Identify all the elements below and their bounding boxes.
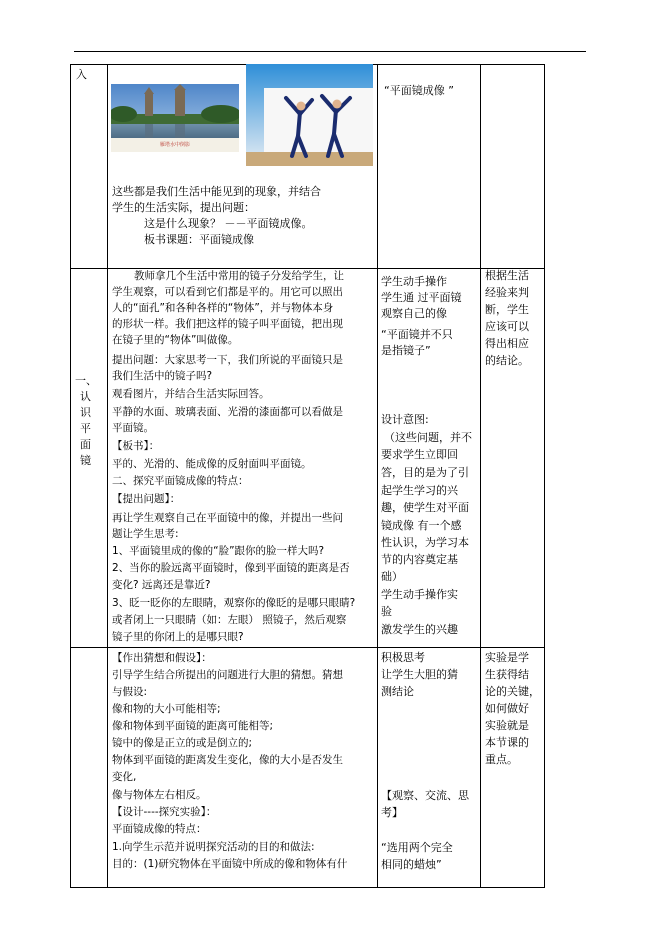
row2-text-line: 变化? 远离还是靠近? <box>112 579 211 591</box>
row2-text-line: 题让学生思考: <box>112 528 179 540</box>
row3-col4-line: 本节课的 <box>485 736 529 749</box>
pagoda-photo <box>111 84 239 152</box>
row3-text-line: 物体到平面镜的距离发生变化，像的大小是否发生 <box>112 754 343 766</box>
row3-text-line: 变化, <box>112 771 137 783</box>
row2-text-line: 镜子里的你闭上的是哪只眼? <box>112 631 244 643</box>
row2-col3-line: 学生通 过平面镜 <box>381 291 462 304</box>
row2-text-line: 【板书】： <box>112 440 160 452</box>
row3-text-line: 【设计----探究实验】： <box>112 806 217 818</box>
row3-col4-line: 论的关键， <box>485 685 540 698</box>
row2-text-line: 1、平面镜里成的像的“脸”跟你的脸一样大吗? <box>112 545 325 557</box>
row3-text-line: 像和物的大小可能相等; <box>112 703 221 715</box>
row2-section-label: 一、 <box>75 374 97 387</box>
row2-col3-line: “平面镜并不只 <box>381 328 453 341</box>
row2-col3-line: 镜成像 有一个感 <box>381 519 462 532</box>
row2-col4-line: 经验来判 <box>485 286 529 299</box>
row2-text-line: 人的“面孔”和各种各样的“物体”，并与物体本身 <box>112 302 334 314</box>
row3-text-line: 像与物体左右相反。 <box>112 789 207 801</box>
column-divider <box>480 65 481 887</box>
row2-section-label: 识 <box>80 406 91 419</box>
row2-text-line: 的形状一样。我们把这样的镜子叫平面镜，把出现 <box>112 318 343 330</box>
row3-text-line: 像和物体到平面镜的距离可能相等; <box>112 720 274 732</box>
row2-col4-line: 断，学生 <box>485 303 529 316</box>
row2-col4-line: 得出相应 <box>485 337 529 350</box>
row3-text-line: 引导学生结合所提出的问题进行大胆的猜想。猜想 <box>112 669 343 681</box>
row3-col4-line: 生获得结 <box>485 668 529 681</box>
row2-col3-line: （这些问题，并不 <box>384 431 472 444</box>
row2-col3-line: 节的内容奠定基 <box>381 553 458 566</box>
row3-text-line: 1.向学生示范并说明探究活动的目的和做法: <box>112 841 315 853</box>
pagoda-photo-caption: 雁塔水中倒影 <box>111 138 239 152</box>
row2-col3-line: 要求学生立即回 <box>381 448 458 461</box>
gymnasts-mirror-icon <box>246 64 373 166</box>
row3-text-line: 平面镜成像的特点： <box>112 823 207 835</box>
row3-col3-line: 考】 <box>381 806 403 819</box>
row3-col3-line: “选用两个完全 <box>381 841 453 854</box>
row2-text-line: 学生观察，可以看到它们都是平的。用它可以照出 <box>112 286 343 298</box>
row2-col4-line: 的结论。 <box>485 354 529 367</box>
row2-text-line: 平面镜。 <box>112 422 154 434</box>
row3-col3-line: 测结论 <box>381 685 414 698</box>
row2-text-line: 观看图片，并结合生活实际回答。 <box>112 388 270 400</box>
row2-text-line: 再让学生观察自己在平面镜中的像，并提出一些问 <box>112 512 343 524</box>
row2-section-label: 平 <box>80 422 91 435</box>
row2-section-label: 认 <box>80 390 91 403</box>
row2-section-label: 面 <box>80 438 91 451</box>
column-divider <box>107 65 108 887</box>
row2-text-line: 平静的水面、玻璃表面、光滑的漆面都可以看做是 <box>112 406 343 418</box>
row2-text-line: 教师拿几个生活中常用的镜子分发给学生，让 <box>134 270 344 282</box>
row2-text-line: 3、眨一眨你的左眼睛，观察你的像眨的是哪只眼睛? <box>112 597 356 609</box>
row2-col3-line: 学生动手操作实 <box>381 588 458 601</box>
row1-text-line: 这是什么现象？ －－平面镜成像。 <box>144 217 313 230</box>
row2-text-line: 或者闭上一只眼睛（如：左眼） 照镜子，然后观察 <box>112 614 347 626</box>
row3-text-line: 目的：(1)研究物体在平面镜中所成的像和物体有什 <box>112 858 348 870</box>
row2-col3-line: 是指镜子” <box>381 344 431 357</box>
row3-text-line: 镜中的像是正立的或是倒立的; <box>112 737 253 749</box>
row2-text-line: 平的、光滑的、能成像的反射面叫平面镜。 <box>112 458 312 470</box>
row3-col3-line: 积极思考 <box>381 651 425 664</box>
row3-text-line: 【作出猜想和假设】： <box>112 652 212 664</box>
row2-text-line: 提出问题：大家思考一下，我们所说的平面镜只是 <box>112 354 343 366</box>
row3-col3-line: 【观察、交流、思 <box>381 789 469 802</box>
row2-text-line: 在镜子里的“物体”叫做像。 <box>112 334 239 346</box>
row1-col3-text: “平面镜成像 ” <box>384 84 454 97</box>
row3-col4-line: 如何做好 <box>485 702 529 715</box>
gymnast-photo <box>246 64 373 166</box>
row2-text-line: 2、当你的脸远离平面镜时，像到平面镜的距离是否 <box>112 562 350 574</box>
row1-text-line: 学生的生活实际，提出问题： <box>112 201 255 214</box>
header-rule <box>74 51 586 52</box>
row2-section-label: 镜 <box>80 454 91 467</box>
row3-col3-line: 相同的蜡烛” <box>381 858 442 871</box>
row3-col4-line: 重点。 <box>485 753 518 766</box>
row2-col3-line: 观察自己的像 <box>381 307 447 320</box>
row3-col4-line: 实验就是 <box>485 719 529 732</box>
row-divider <box>71 647 544 648</box>
row1-text-line: 这些都是我们生活中能见到的现象，并结合 <box>112 185 321 198</box>
row2-col3-line: 学生动手操作 <box>381 275 447 288</box>
row2-col4-line: 应该可以 <box>485 320 529 333</box>
row2-text-line: 我们生活中的镜子吗? <box>112 370 213 382</box>
row1-stage-label: 入 <box>76 68 87 81</box>
row2-col3-line: 验 <box>381 605 392 618</box>
row2-col3-line: 性认识，为学习本 <box>381 536 469 549</box>
row3-col4-line: 实验是学 <box>485 651 529 664</box>
row2-col3-line: 设计意图: <box>381 413 429 426</box>
row2-col4-line: 根据生活 <box>485 269 529 282</box>
row1-text-line: 板书课题：平面镜成像 <box>144 233 254 246</box>
row2-text-line: 二、探究平面镜成像的特点： <box>112 475 249 487</box>
row3-text-line: 与假设: <box>112 686 148 698</box>
row2-col3-line: 础） <box>381 570 403 583</box>
row3-col3-line: 让学生大胆的猜 <box>381 668 458 681</box>
row2-col3-line: 激发学生的兴趣 <box>381 623 458 636</box>
row2-col3-line: 答，目的是为了引 <box>381 466 469 479</box>
row2-col3-line: 趣，使学生对平面 <box>381 501 469 514</box>
column-divider <box>377 65 378 887</box>
row2-text-line: 【提出问题】： <box>112 493 181 505</box>
row2-col3-line: 起学生学习的兴 <box>381 484 458 497</box>
